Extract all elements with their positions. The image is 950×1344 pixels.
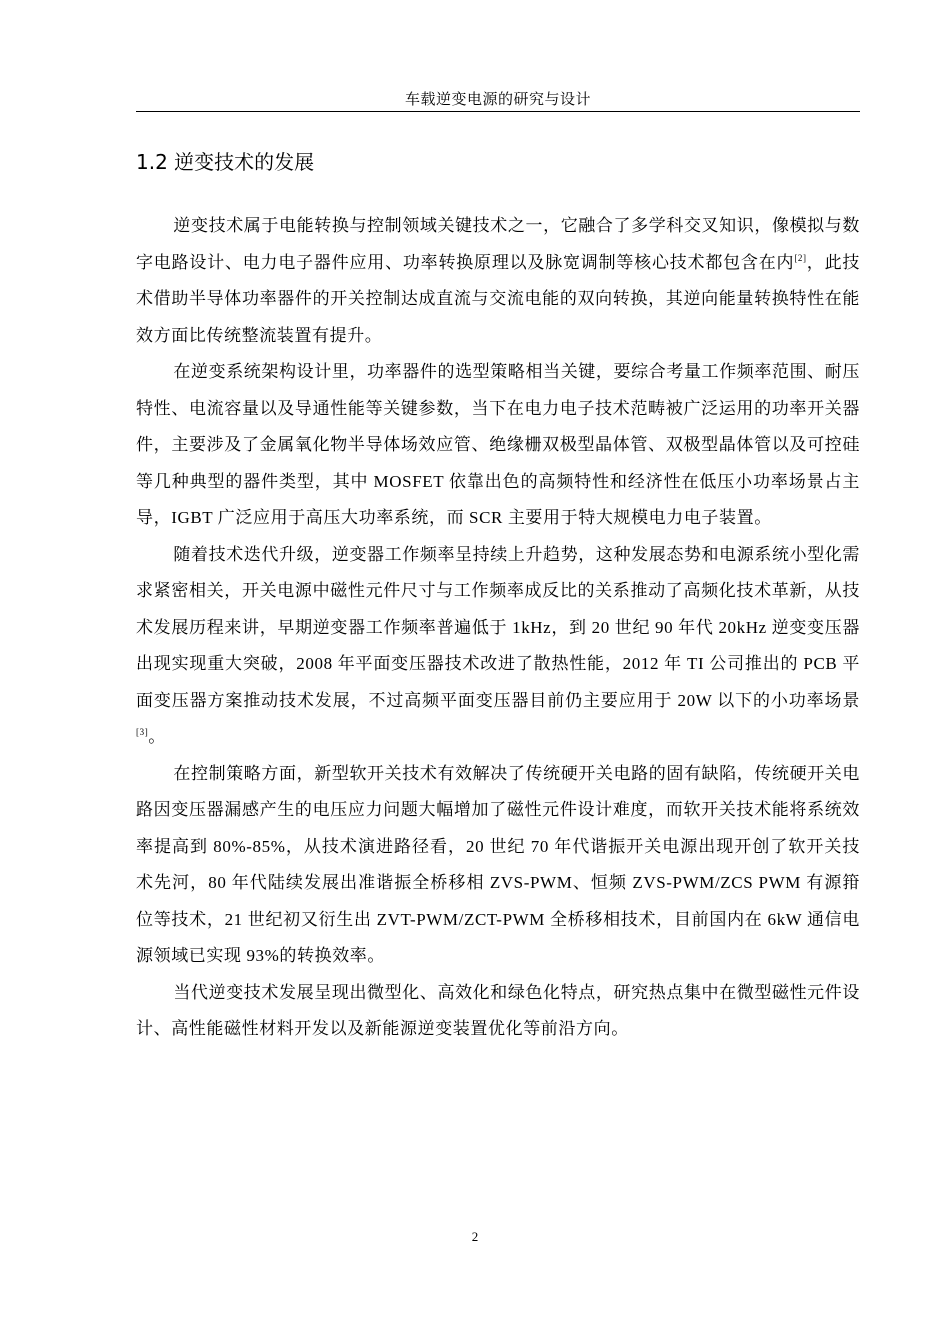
citation-ref-3: [3]	[136, 727, 149, 737]
section-title: 1.2 逆变技术的发展	[136, 150, 315, 174]
paragraph-4: 在控制策略方面，新型软开关技术有效解决了传统硬开关电路的固有缺陷，传统硬开关电路因变压器漏感产生的电压应力问题大幅增加了磁性元件设计难度，而软开关技术能将系统效率提高到 80%-85%，从技术演进路径看，20 世纪 70 年代谐振开关电源出现开创了软开关技术先河，80 年代陆续发展出准谐振全桥移相 ZVS-PWM、恒频 ZVS-PWM/ZCS PWM 有源箝位等技术，21 世纪初又衍生出 ZVT-PWM/ZCT-PWM 全桥移相技术，目前国内在 6kW 通信电源领域已实现 93%的转换效率。	[136, 763, 860, 965]
paragraph-2: 在逆变系统架构设计里，功率器件的选型策略相当关键，要综合考量工作频率范围、耐压特性、电流容量以及导通性能等关键参数，当下在电力电子技术范畴被广泛运用的功率开关器件，主要涉及了金属氧化物半导体场效应管、绝缘栅双极型晶体管、双极型晶体管以及可控硅等几种典型的器件类型，其中 MOSFET 依靠出色的高频特性和经济性在低压小功率场景占主导，IGBT 广泛应用于高压大功率系统，而 SCR 主要用于特大规模电力电子装置。	[136, 362, 860, 527]
citation-ref-2: [2]	[794, 252, 807, 263]
page-number: 2	[471, 1229, 479, 1244]
paragraph-1-text-a: 逆变技术属于电能转换与控制领域关键技术之一，它融合了多学科交叉知识，像模拟与数字电路设计、电力电子器件应用、功率转换原理以及脉宽调制等核心技术都包含在内	[136, 216, 860, 272]
header-rule	[136, 111, 860, 112]
paragraph-1	[136, 208, 860, 354]
running-header: 车载逆变电源的研究与设计	[404, 92, 591, 108]
paragraph-3	[136, 537, 860, 756]
paragraph-1-text-b: ，此技术借助半导体功率器件的开关控制达成直流与交流电能的双向转换，其逆向能量转换特性在能效方面比传统整流装置有提升。	[136, 252, 860, 345]
paragraph-3-text-a: 随着技术迭代升级，逆变器工作频率呈持续上升趋势，这种发展态势和电源系统小型化需求紧密相关，开关电源中磁性元件尺寸与工作频率成反比的关系推动了高频化技术革新，从技术发展历程来讲，早期逆变器工作频率普遍低于 1kHz，到 20 世纪 90 年代 20kHz 逆变变压器出现实现重大突破，2008 年平面变压器技术改进了散热性能，2012 年 TI 公司推出的 PCB 平面变压器方案推动技术发展，不过高频平面变压器目前仍主要应用于 20W 以下的小功率场景	[136, 544, 860, 710]
body-text	[136, 208, 860, 1048]
paragraph-3-text-b: 。	[148, 727, 166, 746]
paragraph-5: 当代逆变技术发展呈现出微型化、高效化和绿色化特点，研究热点集中在微型磁性元件设计、高性能磁性材料开发以及新能源逆变装置优化等前沿方向。	[136, 982, 860, 1038]
